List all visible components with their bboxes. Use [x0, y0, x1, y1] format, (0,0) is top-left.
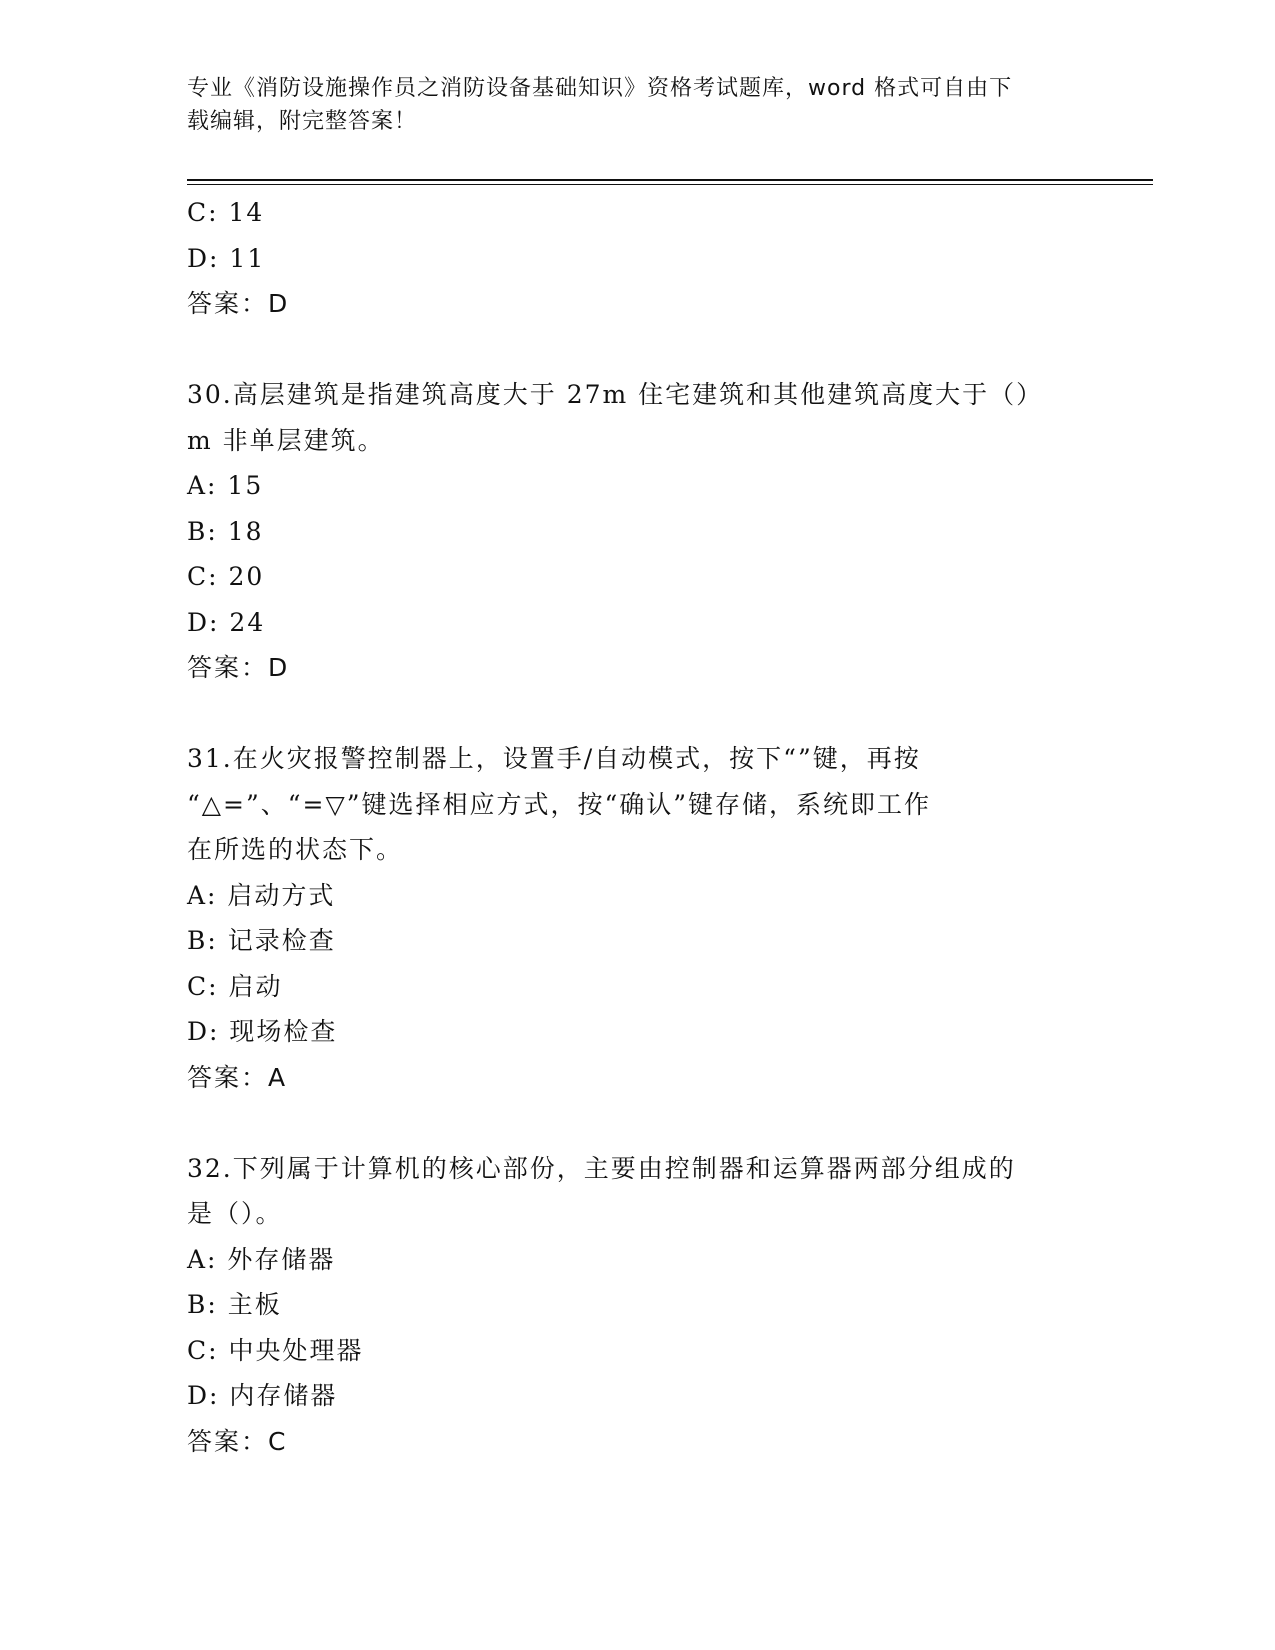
header-line-2: 载编辑，附完整答案！: [187, 109, 418, 134]
question-32: [187, 1146, 1087, 1465]
option-a: A: 15: [187, 471, 264, 500]
option-d: D: 11: [187, 243, 266, 273]
option-c: C: 启动: [187, 971, 283, 1001]
option-d: D: 24: [187, 607, 266, 637]
option-b: B: 18: [187, 516, 264, 546]
previous-question-tail: [187, 190, 1087, 327]
question-30: [187, 372, 1087, 691]
header-divider-thick: [187, 179, 1153, 181]
option-a: A: 外存储器: [187, 1244, 336, 1274]
spacer: [187, 1100, 1087, 1146]
question-31: [187, 736, 1087, 1100]
answer-line: 答案：A: [187, 1062, 288, 1092]
option-c: C: 20: [187, 562, 265, 591]
question-text-line: “△=”、“=▽”键选择相应方式，按“确认”键存储，系统即工作: [187, 789, 932, 819]
question-text-line: 32.下列属于计算机的核心部份，主要由控制器和运算器两部分组成的: [187, 1153, 1016, 1183]
option-b: B: 记录检查: [187, 926, 336, 955]
option-d: D: 内存储器: [187, 1381, 338, 1410]
option-a: A: 启动方式: [187, 880, 336, 910]
answer-line: 答案：D: [187, 653, 290, 682]
answer-line: 答案：D: [187, 289, 290, 318]
question-text-line: 31.在火灾报警控制器上，设置手/自动模式，按下“”键，再按: [187, 744, 921, 773]
question-text-line: m 非单层建筑。: [187, 425, 385, 455]
header-divider-thin: [187, 184, 1153, 185]
option-d: D: 现场检查: [187, 1017, 338, 1046]
spacer: [187, 691, 1087, 737]
question-text-line: 30.高层建筑是指建筑高度大于 27m 住宅建筑和其他建筑高度大于（）: [187, 380, 1044, 409]
option-c: C: 14: [187, 198, 265, 227]
option-b: B: 主板: [187, 1290, 282, 1319]
question-text-line: 是（）。: [187, 1199, 283, 1228]
question-list: [187, 190, 1087, 1464]
question-text-line: 在所选的状态下。: [187, 835, 404, 864]
spacer: [187, 327, 1087, 373]
option-c: C: 中央处理器: [187, 1335, 364, 1365]
header-line-1: 专业《消防设施操作员之消防设备基础知识》资格考试题库，word 格式可自由下: [187, 76, 1013, 101]
document-header: [187, 72, 1067, 138]
answer-line: 答案：C: [187, 1426, 288, 1456]
